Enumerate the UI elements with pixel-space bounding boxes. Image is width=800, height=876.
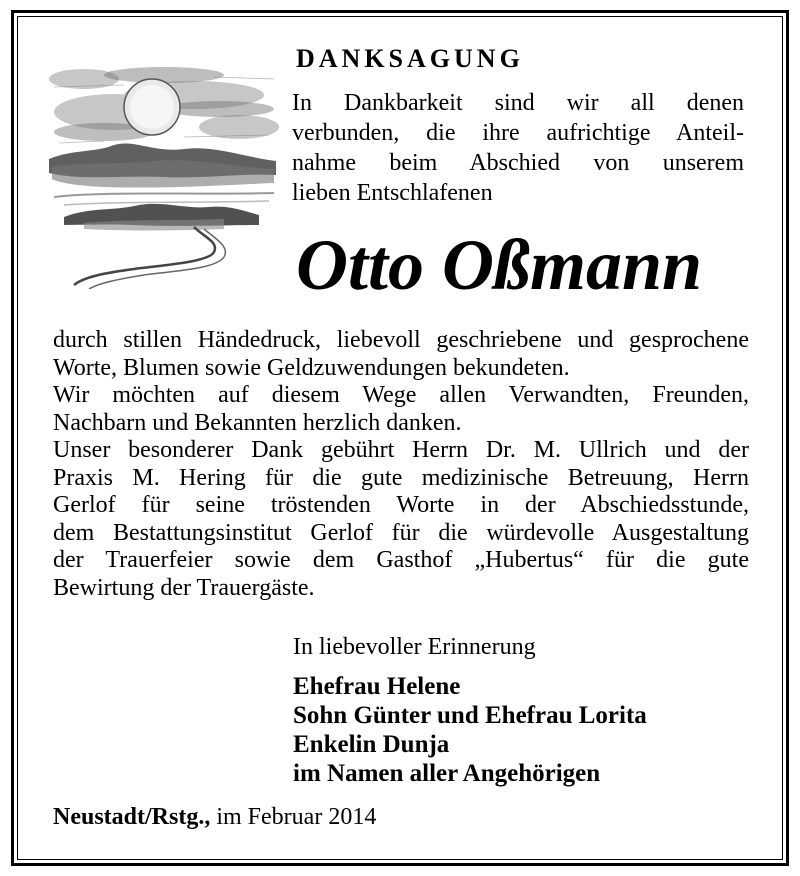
body-line: der Trauerfeier sowie dem Gasthof „Hubertus“ für die gute — [53, 547, 749, 573]
body-line: Nachbarn und Bekannten herzlich danken. — [53, 409, 462, 436]
body-line: Bewirtung der Trauergäste. — [53, 574, 315, 601]
body-line: dem Bestattungsinstitut Gerlof für die würdevolle Ausgestaltung — [53, 519, 749, 546]
body-line: Wir möchten auf diesem Wege allen Verwandten, Freunden, — [53, 382, 749, 408]
closing-phrase: In liebevoller Erinnerung — [293, 634, 536, 660]
body-line: Gerlof für seine tröstenden Worte in der Abschiedsstunde, — [53, 492, 749, 518]
heading-danksagung: DANKSAGUNG — [296, 44, 524, 73]
signers-list — [293, 672, 647, 788]
deceased-name: Otto Oßmann — [296, 225, 703, 305]
signer-line: Sohn Günter und Ehefrau Lorita — [293, 702, 647, 729]
signer-line: Enkelin Dunja — [293, 731, 450, 758]
date-text: im Februar 2014 — [216, 804, 377, 830]
body-line: Unser besonderer Dank gebührt Herrn Dr. M. Ullrich und der — [53, 437, 749, 463]
intro-paragraph — [292, 88, 744, 208]
place-date — [53, 802, 376, 832]
intro-line: In Dankbarkeit sind wir all denen — [292, 90, 744, 116]
place-name: Neustadt/Rstg., — [53, 804, 211, 830]
landscape-sun-illustration — [44, 57, 280, 289]
thanks-paragraph — [53, 327, 749, 602]
body-line: durch stillen Händedruck, liebevoll geschriebene und gesprochene — [53, 327, 749, 353]
body-line: Praxis M. Hering für die gute medizinische Betreuung, Herrn — [53, 464, 749, 491]
signer-line: Ehefrau Helene — [293, 673, 461, 700]
intro-line: verbunden, die ihre aufrichtige Anteil- — [292, 120, 744, 146]
signer-line: im Namen aller Angehörigen — [293, 760, 601, 787]
body-line: Worte, Blumen sowie Geldzuwendungen bekundeten. — [53, 354, 570, 381]
intro-line: nahme beim Abschied von unserem — [292, 150, 744, 176]
intro-line: lieben Entschlafenen — [292, 180, 493, 206]
